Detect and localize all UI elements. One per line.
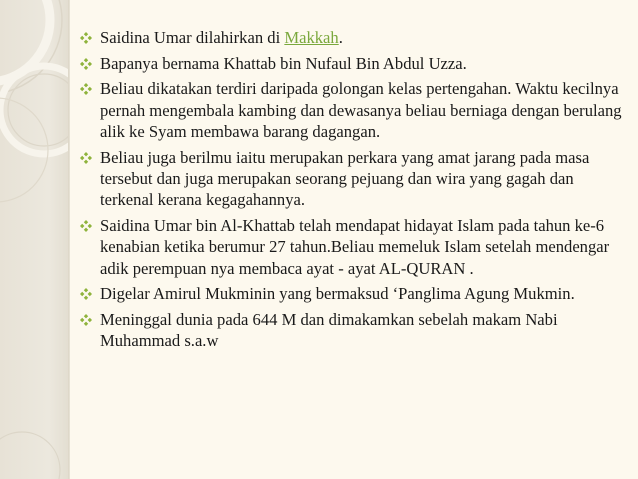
bullet-text: Beliau juga berilmu iaitu merupakan perkara yang amat jarang pada masa tersebut dan juga merupakan seorang pejuang dan wira yang gagah dan terkenal kerana kegagahannya. bbox=[100, 147, 590, 210]
slide-content bbox=[78, 27, 626, 356]
bullet-text: Digelar Amirul Mukminin yang bermaksud ‘Panglima Agung Mukmin. bbox=[100, 284, 575, 304]
bullet-item-social-class bbox=[78, 78, 626, 142]
bullet-item-title bbox=[78, 283, 626, 304]
bullet-item-conversion bbox=[78, 215, 626, 279]
four-diamond-bullet-icon bbox=[80, 58, 92, 70]
bullet-text: Bapanya bernama Khattab bin Nufaul Bin Abdul Uzza. bbox=[100, 53, 467, 73]
bullet-item-birthplace bbox=[78, 27, 626, 48]
bullet-text: Saidina Umar bin Al-Khattab telah mendapat hidayat Islam pada tahun ke-6 kenabian ketika berumur 27 tahun.Beliau memeluk Islam setelah mendengar adik perempuan nya membaca ayat - ayat AL-QURAN . bbox=[100, 215, 610, 278]
four-diamond-bullet-icon bbox=[80, 32, 92, 44]
bullet-text: Saidina Umar dilahirkan di bbox=[100, 28, 285, 47]
decorative-side-panel bbox=[0, 0, 70, 479]
bullet-list bbox=[78, 27, 626, 352]
bullet-item-death bbox=[78, 309, 626, 352]
side-panel-edge bbox=[68, 0, 70, 479]
makkah-link[interactable]: Makkah bbox=[284, 28, 339, 47]
decorative-circles-graphic bbox=[0, 0, 70, 479]
bullet-text: Beliau dikatakan terdiri daripada golongan kelas pertengahan. Waktu kecilnya pernah mengembala kambing dan dewasanya beliau berniaga dengan berulang alik ke Syam membawa barang dagangan. bbox=[100, 79, 622, 141]
four-diamond-bullet-icon bbox=[80, 288, 92, 300]
four-diamond-bullet-icon bbox=[80, 83, 92, 95]
four-diamond-bullet-icon bbox=[80, 152, 92, 164]
bullet-item-knowledge bbox=[78, 147, 626, 211]
four-diamond-bullet-icon bbox=[80, 314, 92, 326]
bullet-item-father bbox=[78, 53, 626, 74]
bullet-text: Meninggal dunia pada 644 M dan dimakamkan sebelah makam Nabi Muhammad s.a.w bbox=[100, 309, 558, 351]
bullet-text-suffix: . bbox=[338, 28, 343, 47]
four-diamond-bullet-icon bbox=[80, 220, 92, 232]
